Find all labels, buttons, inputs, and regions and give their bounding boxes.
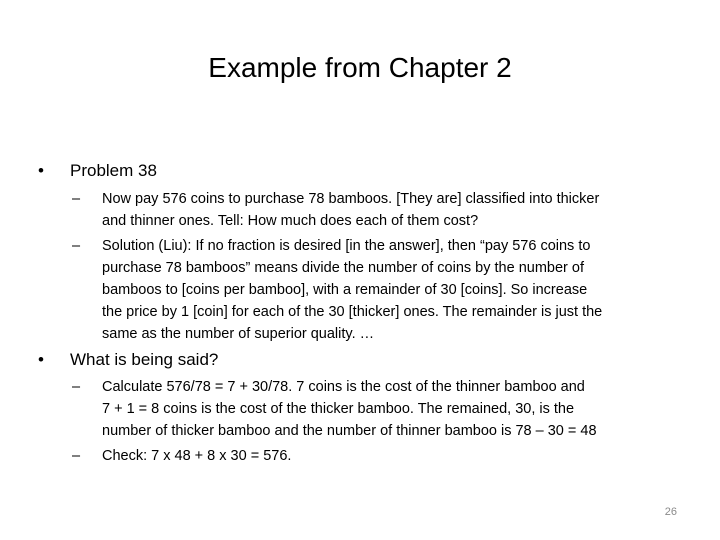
sub-item-problem-statement [72,188,684,232]
text-line: 7 + 1 = 8 coins is the cost of the thicker bamboo. The remained, 30, is the [102,401,575,417]
bullet-label: Problem 38 [70,161,157,180]
page-number: 26 [664,506,677,518]
text-line: Calculate 576/78 = 7 + 30/78. 7 coins is the cost of the thinner bamboo and [102,379,585,395]
text-line: bamboos to [coins per bamboo], with a remainder of 30 [coins]. So increase [102,282,588,298]
dash-marker: – [72,238,81,254]
text-line: Check: 7 x 48 + 8 x 30 = 576. [102,448,292,464]
text-line: purchase 78 bamboos” means divide the number of coins by the number of [102,260,584,276]
sub-item-solution-liu [72,235,684,345]
text-line: number of thicker bamboo and the number of thinner bamboo is 78 – 30 = 48 [102,423,597,439]
text-line: and thinner ones. Tell: How much does each of them cost? [102,213,479,229]
bullet-marker: • [38,350,44,369]
bullet-marker: • [38,161,44,180]
text-line: Solution (Liu): If no fraction is desired [in the answer], then “pay 576 coins to [102,238,591,254]
sub-item-check [72,445,684,467]
text-line: Now pay 576 coins to purchase 78 bamboos. [They are] classified into thicker [102,191,600,207]
dash-marker: – [72,448,81,464]
text-line: same as the number of superior quality. … [102,326,375,342]
text-line: the price by 1 [coin] for each of the 30 [thicker] ones. The remainder is just the [102,304,603,320]
dash-marker: – [72,191,81,207]
bullet-label: What is being said? [70,350,219,369]
sub-item-calculation [72,376,684,442]
slide-title: Example from Chapter 2 [208,52,512,83]
dash-marker: – [72,379,81,395]
